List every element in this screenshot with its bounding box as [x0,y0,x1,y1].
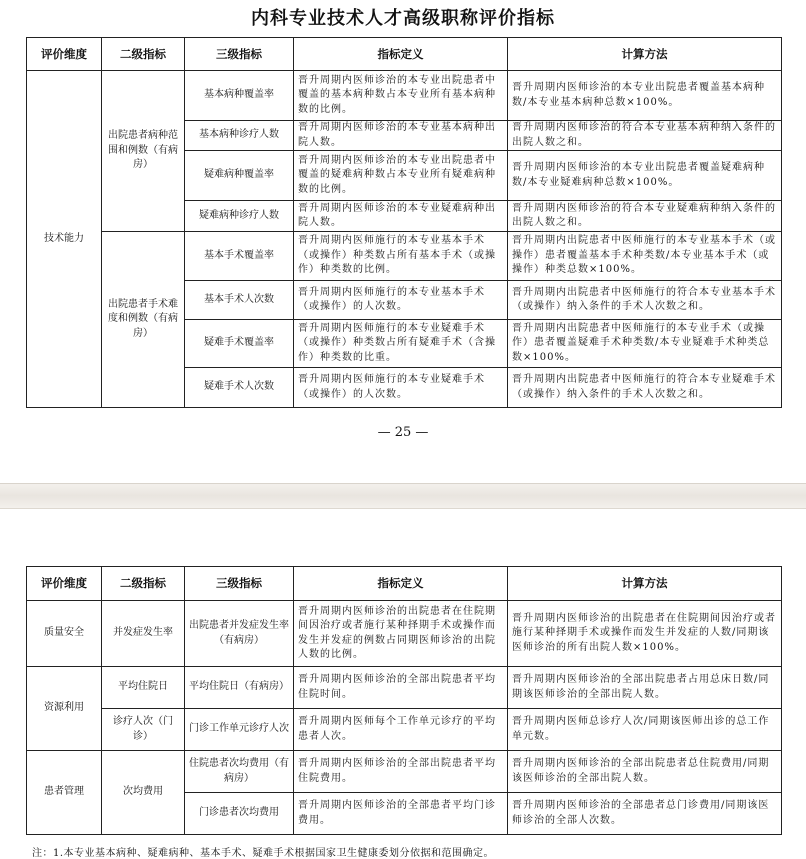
table-row [27,601,782,667]
table-row [27,232,782,281]
method-cell: 晋升周期内医师诊治的全部出院患者占用总床日数/同期该医师诊治的全部出院人数。 [508,667,782,709]
definition-cell: 晋升周期内医师施行的本专业基本手术（或操作）的人次数。 [294,281,508,320]
definition-cell: 晋升周期内医师施行的本专业疑难手术（或操作）种类数占所有疑难手术（含操作）种类数的比重。 [294,320,508,368]
secondary-cell: 出院患者病种范围和例数（有病房） [102,71,185,232]
indicator-table-page-1 [26,37,782,408]
header-secondary: 二级指标 [102,567,185,601]
header-method: 计算方法 [508,567,782,601]
page-title: 内科专业技术人才高级职称评价指标 [251,8,555,29]
tertiary-cell: 疑难手术覆盖率 [185,320,294,368]
definition-cell: 晋升周期内医师诊治的本专业出院患者中覆盖的疑难病种数占本专业所有疑难病种数的比例。 [294,151,508,201]
tertiary-cell: 基本病种诊疗人数 [185,121,294,151]
secondary-cell: 出院患者手术难度和例数（有病房） [102,232,185,408]
definition-cell: 晋升周期内医师施行的本专业疑难手术（或操作）的人次数。 [294,368,508,408]
header-definition: 指标定义 [294,38,508,71]
table-header-row [27,567,782,601]
tertiary-cell: 门诊患者次均费用 [185,793,294,835]
secondary-cell: 诊疗人次（门诊） [102,709,185,751]
tertiary-cell: 基本病种覆盖率 [185,71,294,121]
header-method: 计算方法 [508,38,782,71]
tertiary-cell: 出院患者并发症发生率（有病房） [185,601,294,667]
definition-cell: 晋升周期内医师诊治的出院患者在住院期间因治疗或者施行某种择期手术或操作而发生并发症的例数占同期医师诊治的出院人数的比例。 [294,601,508,667]
dimension-cell: 技术能力 [27,71,102,408]
tertiary-cell: 平均住院日（有病房） [185,667,294,709]
secondary-cell: 平均住院日 [102,667,185,709]
definition-cell: 晋升周期内医师施行的本专业基本手术（或操作）种类数占所有基本手术（或操作）种类数的比例。 [294,232,508,281]
method-cell: 晋升周期内医师总诊疗人次/同期该医师出诊的总工作单元数。 [508,709,782,751]
tertiary-cell: 疑难手术人次数 [185,368,294,408]
page-number: — 25 — [377,425,429,440]
secondary-cell: 次均费用 [102,751,185,835]
dimension-cell: 资源利用 [27,667,102,751]
method-cell: 晋升周期内医师诊治的全部出院患者总住院费用/同期该医师诊治的全部出院人数。 [508,751,782,793]
header-secondary: 二级指标 [102,38,185,71]
definition-cell: 晋升周期内医师诊治的本专业疑难病种出院人数。 [294,201,508,232]
definition-cell: 晋升周期内医师诊治的全部出院患者平均住院时间。 [294,667,508,709]
secondary-cell: 并发症发生率 [102,601,185,667]
definition-cell: 晋升周期内医师诊治的全部患者平均门诊费用。 [294,793,508,835]
dimension-cell: 质量安全 [27,601,102,667]
header-tertiary: 三级指标 [185,567,294,601]
method-cell: 晋升周期内出院患者中医师施行的本专业基本手术（或操作）患者覆盖基本手术种类数/本专业基本手术（或操作）种类总数×100%。 [508,232,782,281]
tertiary-cell: 疑难病种覆盖率 [185,151,294,201]
method-cell: 晋升周期内医师诊治的本专业出院患者覆盖基本病种数/本专业基本病种总数×100%。 [508,71,782,121]
tertiary-cell: 疑难病种诊疗人数 [185,201,294,232]
tertiary-cell: 门诊工作单元诊疗人次 [185,709,294,751]
header-definition: 指标定义 [294,567,508,601]
header-dimension: 评价维度 [27,567,102,601]
header-tertiary: 三级指标 [185,38,294,71]
table-header-row [27,38,782,71]
definition-cell: 晋升周期内医师诊治的本专业基本病种出院人数。 [294,121,508,151]
definition-cell: 晋升周期内医师诊治的全部出院患者平均住院费用。 [294,751,508,793]
method-cell: 晋升周期内医师诊治的本专业出院患者覆盖疑难病种数/本专业疑难病种总数×100%。 [508,151,782,201]
dimension-cell: 患者管理 [27,751,102,835]
method-cell: 晋升周期内医师诊治的符合本专业基本病种纳入条件的出院人数之和。 [508,121,782,151]
table-row [27,709,782,751]
method-cell: 晋升周期内出院患者中医师施行的本专业手术（或操作）患者覆盖疑难手术种类数/本专业疑难手术种类总数×100%。 [508,320,782,368]
definition-cell: 晋升周期内医师每个工作单元诊疗的平均患者人次。 [294,709,508,751]
method-cell: 晋升周期内医师诊治的全部患者总门诊费用/同期该医师诊治的全部人次数。 [508,793,782,835]
table-row [27,751,782,793]
method-cell: 晋升周期内医师诊治的符合本专业疑难病种纳入条件的出院人数之和。 [508,201,782,232]
tertiary-cell: 住院患者次均费用（有病房） [185,751,294,793]
table-row [27,71,782,121]
tertiary-cell: 基本手术覆盖率 [185,232,294,281]
tertiary-cell: 基本手术人次数 [185,281,294,320]
table-row [27,667,782,709]
method-cell: 晋升周期内出院患者中医师施行的符合本专业基本手术（或操作）纳入条件的手术人次数之和。 [508,281,782,320]
definition-cell: 晋升周期内医师诊治的本专业出院患者中覆盖的基本病种数占本专业所有基本病种数的比例。 [294,71,508,121]
page-separator [0,483,806,509]
header-dimension: 评价维度 [27,38,102,71]
footnote: 注：1.本专业基本病种、疑难病种、基本手术、疑难手术根据国家卫生健康委划分依据和范围确定。 [32,848,495,859]
method-cell: 晋升周期内医师诊治的出院患者在住院期间因治疗或者施行某种择期手术或操作而发生并发症的人数/同期该医师诊治的所有出院人数×100%。 [508,601,782,667]
method-cell: 晋升周期内出院患者中医师施行的符合本专业疑难手术（或操作）纳入条件的手术人次数之和。 [508,368,782,408]
indicator-table-page-2 [26,566,782,835]
